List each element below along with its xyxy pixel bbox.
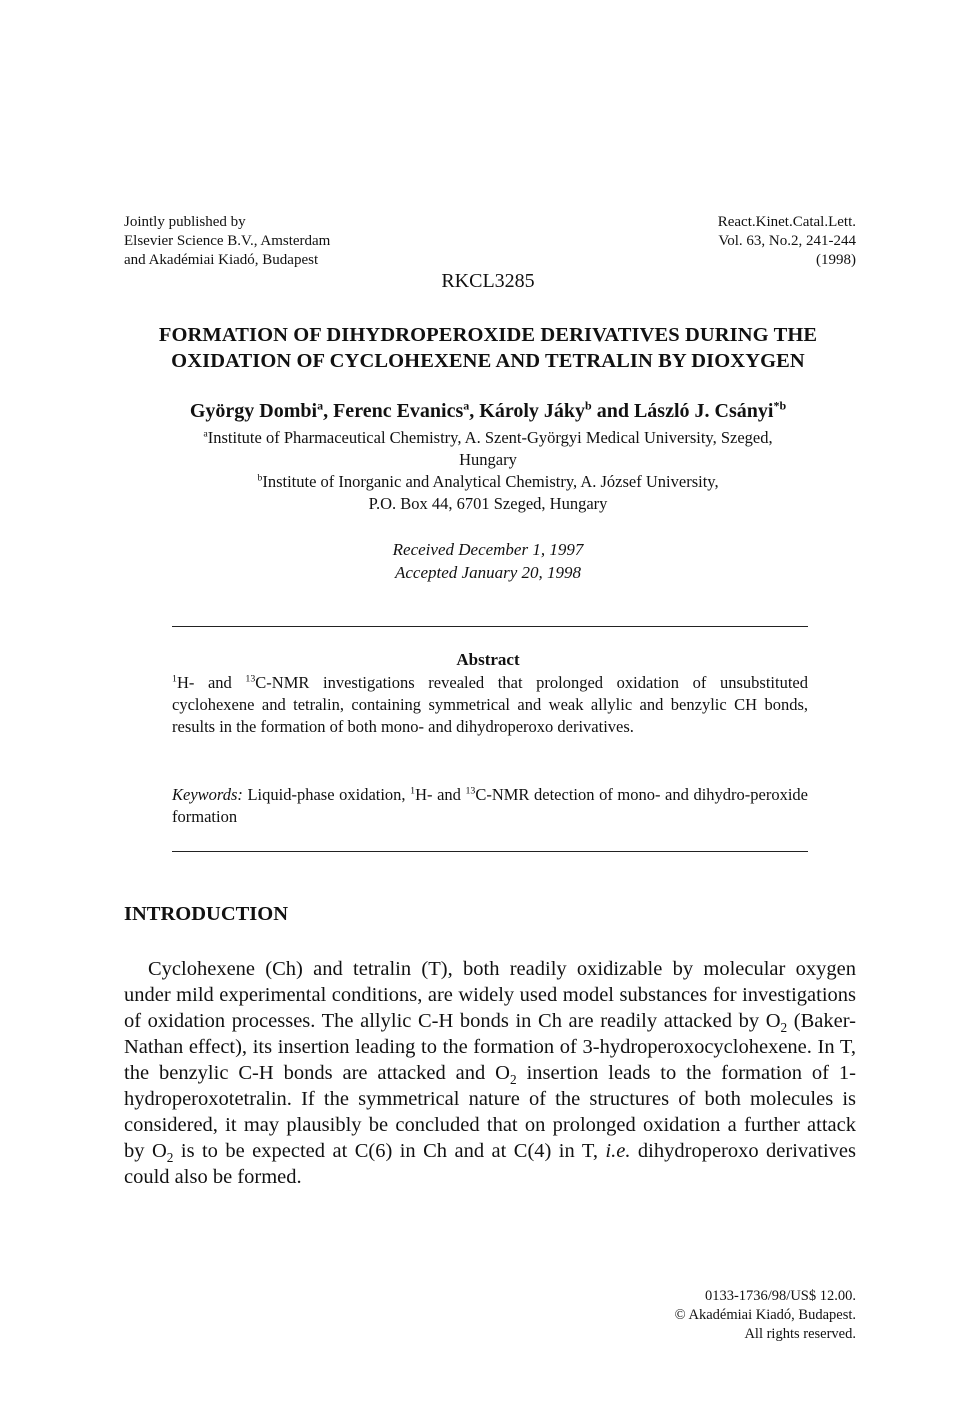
affiliation-a-country: Hungary	[459, 450, 517, 469]
journal-year: (1998)	[816, 252, 856, 268]
affil-mark: b	[257, 472, 263, 484]
italic-abbrev: i.e.	[605, 1140, 631, 1162]
body-text: is to be expected at C(6) in Ch and at C(4) in T,	[173, 1140, 606, 1162]
author-separator: and	[596, 400, 629, 422]
body-text: Cyclohexene (Ch) and tetralin (T), both readily oxidizable by molecular oxygen under mild experimental conditions, are widely used model substances for investigations of oxidation processes. The allylic C-H bonds in Ch are readily attacked by O	[124, 958, 856, 1032]
journal-citation	[718, 213, 856, 270]
keywords-label: Keywords:	[172, 785, 243, 804]
subscript: 2	[780, 1020, 788, 1036]
keywords	[172, 784, 808, 828]
journal-volume: Vol. 63, No.2, 241-244	[718, 233, 856, 249]
author-name: László J. Csányi	[633, 400, 774, 422]
author-name: Károly Jáky	[479, 400, 586, 422]
isotope-mark: 1	[172, 673, 177, 685]
subscript: 2	[510, 1072, 517, 1088]
received-date: Received December 1, 1997	[392, 540, 584, 559]
affil-text: Institute of Inorganic and Analytical Chemistry, A. József University,	[262, 472, 719, 491]
copyright-footer	[675, 1287, 856, 1344]
body-text: insertion leads to the formation of 1-hydroperoxotetralin. If the symmetrical nature of the structures of both molecules is considered, it may plausibly be concluded that on prolonged oxidation a further attack by O	[124, 1062, 857, 1162]
article-dates	[0, 538, 976, 584]
journal-name: React.Kinet.Catal.Lett.	[717, 214, 856, 230]
keywords-text: Liquid-phase oxidation,	[242, 785, 411, 804]
affil-mark: a	[203, 428, 208, 440]
affiliation-b-address: P.O. Box 44, 6701 Szeged, Hungary	[368, 494, 608, 513]
author-separator: ,	[323, 400, 329, 422]
author-affil-mark: *b	[773, 398, 787, 413]
title-line: FORMATION OF DIHYDROPEROXIDE DERIVATIVES DURING THE	[158, 324, 818, 346]
accepted-date: Accepted January 20, 1998	[395, 563, 581, 582]
publisher-line: Elsevier Science B.V., Amsterdam	[124, 233, 331, 249]
abstract-text: H- and	[176, 673, 246, 692]
author-separator: ,	[469, 400, 475, 422]
affil-text: Institute of Pharmaceutical Chemistry, A. Szent-Györgyi Medical University, Szeged,	[207, 428, 773, 447]
author-list	[80, 400, 896, 423]
isotope-mark: 1	[410, 785, 416, 797]
publisher-line: Jointly published by	[124, 214, 246, 230]
issn-line: 0133-1736/98/US$ 12.00.	[704, 1288, 856, 1304]
abstract-heading: Abstract	[456, 650, 520, 669]
author-name: György Dombi	[189, 400, 318, 422]
abstract-bottom-rule	[172, 851, 808, 852]
section-heading: INTRODUCTION	[124, 903, 289, 925]
introduction-paragraph	[124, 956, 856, 1190]
keywords-text: C-NMR detection of mono- and dihydro-peroxide formation	[172, 785, 808, 826]
copyright-line: © Akadémiai Kiadó, Budapest.	[674, 1307, 856, 1323]
body-text: (Baker-Nathan effect), its insertion leading to the formation of 3-hydroperoxocyclohexene. In T, the benzylic C-H bonds are attacked and O	[124, 1010, 856, 1084]
subscript: 2	[166, 1150, 174, 1166]
body-text: dihydroperoxo derivatives could also be formed.	[124, 1140, 856, 1188]
author-affil-mark: a	[463, 398, 470, 413]
rights-line: All rights reserved.	[744, 1326, 856, 1342]
publisher-info	[124, 213, 330, 270]
abstract-body	[172, 672, 808, 738]
keywords-text: H- and	[415, 785, 466, 804]
author-name: Ferenc Evanics	[333, 400, 464, 422]
publisher-line: and Akadémiai Kiadó, Budapest	[124, 252, 319, 268]
author-affil-mark: b	[585, 398, 592, 413]
author-affil-mark: a	[317, 398, 324, 413]
affiliation-a	[100, 427, 876, 449]
abstract-top-rule	[172, 626, 808, 627]
affiliations	[100, 427, 876, 515]
article-code: RKCL3285	[441, 270, 535, 292]
abstract-text: C-NMR investigations revealed that prolonged oxidation of unsubstituted cyclohexene and tetralin, containing symmetrical and weak allylic and benzylic CH bonds, results in the formation of both mono- and dihydroperoxo derivatives.	[172, 673, 809, 736]
article-title	[100, 322, 876, 374]
isotope-mark: 13	[245, 673, 256, 685]
affiliation-b	[100, 471, 876, 493]
isotope-mark: 13	[465, 785, 476, 797]
title-line: OXIDATION OF CYCLOHEXENE AND TETRALIN BY DIOXYGEN	[171, 350, 805, 372]
